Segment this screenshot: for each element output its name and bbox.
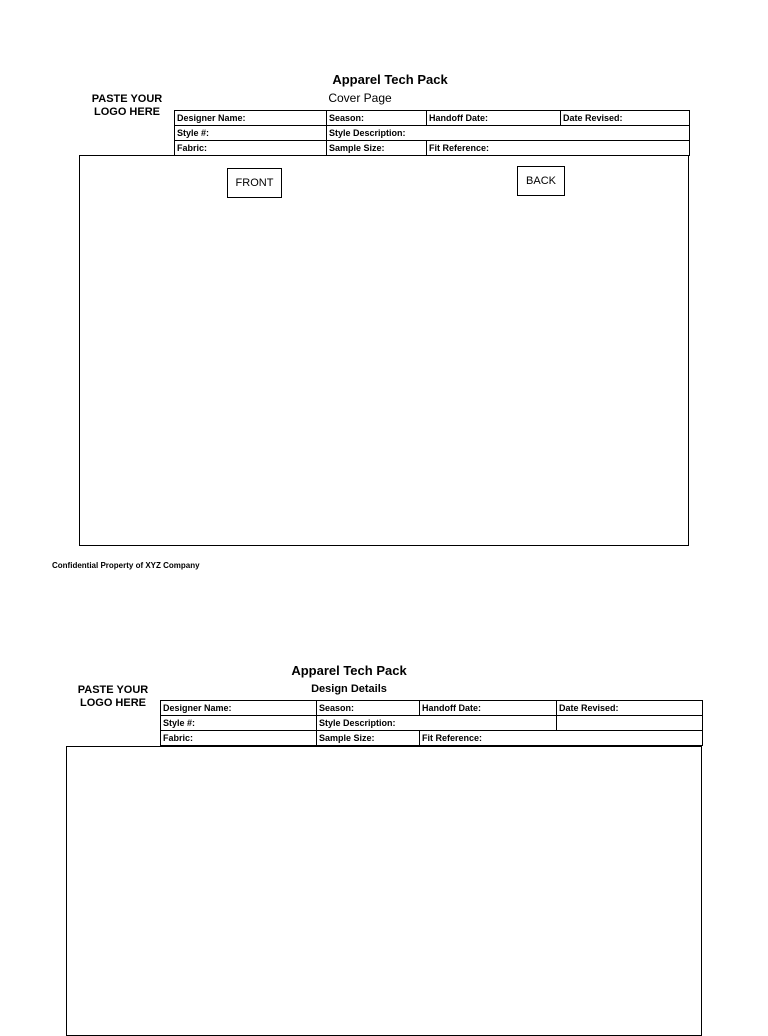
season-field[interactable]: Season: [327,111,427,126]
season-field[interactable]: Season: [317,701,420,716]
page1-logo-placeholder[interactable] [72,93,182,119]
front-view-label: FRONT [227,168,282,198]
style-number-field[interactable]: Style #: [175,126,327,141]
fabric-field[interactable]: Fabric: [175,141,327,156]
fit-reference-field[interactable]: Fit Reference: [427,141,690,156]
page2-title: Apparel Tech Pack [291,663,407,678]
info-row [161,701,703,716]
page1-sketch-area[interactable] [79,155,689,546]
confidential-footer: Confidential Property of XYZ Company [52,561,200,570]
designer-name-field[interactable]: Designer Name: [161,701,317,716]
page2-subtitle: Design Details [311,683,387,695]
page2-design-details-area[interactable] [66,746,702,1036]
date-revised-field[interactable]: Date Revised: [557,701,703,716]
page2-logo-placeholder[interactable] [58,684,168,710]
style-description-field[interactable]: Style Description: [327,126,690,141]
info-row [161,716,703,731]
page1-subtitle: Cover Page [328,91,392,105]
date-revised-field[interactable]: Date Revised: [561,111,690,126]
handoff-date-field[interactable]: Handoff Date: [420,701,557,716]
logo-line-2: LOGO HERE [79,697,146,709]
designer-name-field[interactable]: Designer Name: [175,111,327,126]
back-view-label: BACK [517,166,565,196]
sample-size-field[interactable]: Sample Size: [327,141,427,156]
page2-info-table [160,700,703,746]
blank-cell[interactable] [557,716,703,731]
style-description-field[interactable]: Style Description: [317,716,557,731]
logo-line-1: PASTE YOUR [77,684,149,696]
info-row [175,126,690,141]
logo-line-2: LOGO HERE [93,106,160,118]
info-row [161,731,703,746]
logo-line-1: PASTE YOUR [91,93,163,105]
page1-title: Apparel Tech Pack [332,72,448,87]
info-row [175,111,690,126]
style-number-field[interactable]: Style #: [161,716,317,731]
info-row [175,141,690,156]
page1-info-table [174,110,690,156]
fabric-field[interactable]: Fabric: [161,731,317,746]
handoff-date-field[interactable]: Handoff Date: [427,111,561,126]
sample-size-field[interactable]: Sample Size: [317,731,420,746]
fit-reference-field[interactable]: Fit Reference: [420,731,703,746]
